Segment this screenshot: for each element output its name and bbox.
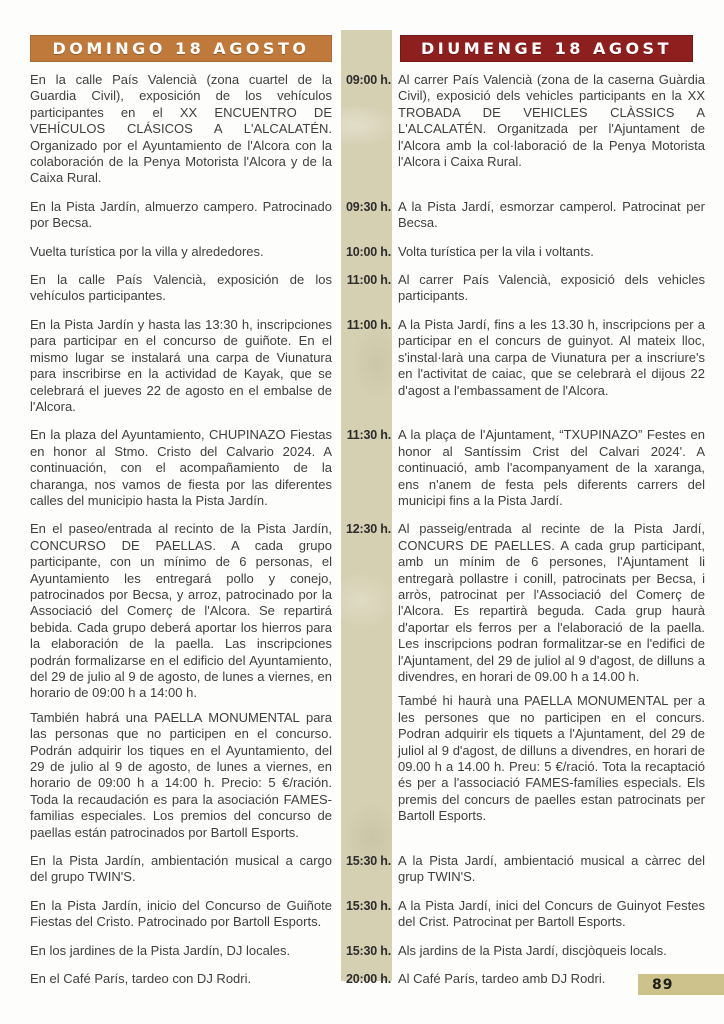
event-text-spanish	[30, 427, 332, 509]
event-paragraph: A la Pista Jardí, fins a les 13.30 h, inscripcions per a participar en el concurs de guinyot. Al mateix lloc, s'instal·larà una carpa de Viunatura per a inscriure's en l'activitat de caiac, que se celebrarà el dijous 22 d'agost a l'embassament de l'Alcora.	[398, 316, 705, 398]
event-text-spanish	[30, 72, 332, 187]
event-paragraph: Al passeig/entrada al recinte de la Pista Jardí, CONCURS DE PAELLES. A cada grup participant, amb un mínim de 6 persones, l'Ajuntament li entregarà pollastre i conill, patrocinats per Becsa, i arròs, patrocinat per l'Associació del Comerç de l'Alcora. Es repartirà beguda. Cada grup haurà d'aportar els ferros per a l'elaboració de la paella. Les inscripcions podran formalitzar-se en l'edifici de l'Ajuntament, del 29 de juliol al 9 d'agost, de dilluns a divendres, en horari de 09.00 h a 14.00 h.	[398, 521, 705, 684]
event-time	[332, 971, 398, 987]
page-number: 89	[652, 977, 674, 993]
event-time	[332, 317, 398, 333]
event-paragraph: A la Pista Jardí, esmorzar camperol. Patrocinat per Becsa.	[398, 198, 705, 231]
event-time-label: 09:30 h.	[346, 199, 391, 214]
event-paragraph: En la calle País Valencià, exposición de los vehículos participantes.	[30, 272, 332, 304]
event-time-label: 11:30 h.	[346, 428, 391, 443]
event-text-catalan	[398, 199, 705, 232]
event-text-spanish	[30, 199, 332, 232]
page-number-tab	[638, 974, 724, 995]
event-text-catalan	[398, 853, 705, 886]
event-paragraph: També hi haurà una PAELLA MONUMENTAL per a les persones que no participen en el concurs. Podran adquirir els tiquets a l'Ajuntament, del 29 de juliol al 9 d'agost, de dilluns a divendres, en horari de 09.00 h a 14.00 h. Preu: 5 €/ració. Tota la recaptació és per a l'associació FAMES-famílies especials. Els premis del concurs de paelles estan patrocinats per Bartoll Esports.	[398, 693, 705, 824]
event-paragraph: En la Pista Jardín y hasta las 13:30 h, inscripciones para participar en el concurso de guiñote. En el mismo lugar se instalará una carpa de Viunatura para inscribirse en la actividad de Kayak, que se celebrará el jueves 22 de agosto en el embalse de l'Alcora.	[30, 316, 332, 414]
banner-spacer	[332, 35, 400, 62]
event-text-catalan	[398, 244, 705, 260]
event-paragraph: Vuelta turística por la villa y alrededores.	[30, 243, 264, 259]
day-banner-spanish: DOMINGO 18 AGOSTO	[30, 35, 332, 62]
event-text-spanish	[30, 971, 332, 987]
event-paragraph: Volta turística per la vila i voltants.	[398, 243, 594, 259]
event-text-catalan	[398, 72, 705, 170]
event-paragraph: Als jardins de la Pista Jardí, discjòqueis locals.	[398, 942, 667, 958]
event-text-spanish	[30, 521, 332, 841]
event-paragraph: En la plaza del Ayuntamiento, CHUPINAZO Fiestas en honor al Stmo. Cristo del Calvario 2024. A continuación, con el acompañamiento de la charanga, nos vamos de fiesta por las diferentes calles del municipio hasta la Pista Jardín.	[30, 427, 332, 508]
event-paragraph: A la Pista Jardí, ambientació musical a càrrec del grup TWIN'S.	[398, 853, 705, 885]
event-text-spanish	[30, 244, 332, 260]
event-text-spanish	[30, 898, 332, 931]
event-time-label: 15:30 h.	[346, 854, 391, 869]
event-text-catalan	[398, 898, 705, 931]
event-paragraph: En la Pista Jardín, inicio del Concurso de Guiñote Fiestas del Cristo. Patrocinado por Bartoll Esports.	[30, 897, 332, 930]
event-text-catalan	[398, 272, 705, 305]
events-grid	[30, 72, 705, 988]
event-paragraph: En el Café París, tardeo con DJ Rodri.	[30, 971, 252, 987]
event-paragraph: Al carrer País Valencià, exposició dels vehicles participants.	[398, 272, 705, 304]
event-time-label: 15:30 h.	[346, 943, 391, 958]
event-time	[332, 521, 398, 537]
event-time	[332, 898, 398, 914]
event-time	[332, 272, 398, 288]
event-time	[332, 943, 398, 959]
event-text-spanish	[30, 943, 332, 959]
event-paragraph: En la Pista Jardín, almuerzo campero. Patrocinado por Becsa.	[30, 198, 332, 231]
event-paragraph: En la calle País Valencià (zona cuartel de la Guardia Civil), exposición de los vehículos participantes en el XX ENCUENTRO DE VEHÍCULOS CLÁSICOS A L'ALCALATÉN. Organizado por el Ayuntamiento de l'Alcora con la colaboración de la Penya Motorista l'Alcora y de la Caixa Rural.	[30, 72, 332, 186]
event-time-label: 10:00 h.	[346, 244, 391, 259]
page-content	[30, 35, 705, 988]
event-time-label: 12:30 h.	[346, 522, 391, 537]
event-time	[332, 244, 398, 260]
day-banners	[30, 35, 705, 62]
day-banner-catalan: DIUMENGE 18 AGOST	[400, 35, 693, 62]
event-paragraph: Al carrer País Valencià (zona de la caserna Guàrdia Civil), exposició dels vehicles participants en la XX TROBADA DE VEHICLES CLÀSSICS A L'ALCALATÉN. Organitzada per l'Ajuntament de l'Alcora amb la col·laboració de la Penya Motorista l'Alcora i Caixa Rural.	[398, 72, 705, 170]
event-text-catalan	[398, 427, 705, 509]
event-time-label: 11:00 h.	[346, 317, 391, 332]
event-paragraph: En los jardines de la Pista Jardín, DJ locales.	[30, 942, 291, 958]
event-paragraph: A la Pista Jardí, inici del Concurs de Guinyot Festes del Crist. Patrocinat per Bartoll Esports.	[398, 897, 705, 930]
event-text-catalan	[398, 943, 705, 959]
event-paragraph: También habrá una PAELLA MONUMENTAL para las personas que no participen en el concurso. Podrán adquirir los tiques en el Ayuntamiento, del 29 de julio al 9 de agosto, de lunes a viernes, en horario de 09:00 h a 14:00 h. Precio: 5 €/ración. Toda la recaudación es para la asociación FAMES-familias especiales. Los premios del concurso de paellas están patrocinados por Bartoll Esports.	[30, 709, 332, 840]
event-text-catalan	[398, 521, 705, 824]
event-time	[332, 199, 398, 215]
event-text-spanish	[30, 272, 332, 305]
event-time	[332, 72, 398, 88]
event-text-spanish	[30, 317, 332, 415]
event-paragraph: En la Pista Jardín, ambientación musical a cargo del grupo TWIN'S.	[30, 853, 332, 885]
event-time-label: 15:30 h.	[346, 898, 391, 913]
event-paragraph: Al Café París, tardeo amb DJ Rodri.	[398, 971, 606, 987]
event-text-spanish	[30, 853, 332, 886]
event-paragraph: A la plaça de l'Ajuntament, “TXUPINAZO” Festes en honor al Santíssim Crist del Calvari 2024'. A continuació, amb l'acompanyament de la xaranga, ens n'anem de festa pels diferents carrers del municipi fins a la Pista Jardí.	[398, 427, 705, 508]
event-time	[332, 853, 398, 869]
event-time	[332, 427, 398, 443]
event-text-catalan	[398, 317, 705, 399]
event-paragraph: En el paseo/entrada al recinto de la Pista Jardín, CONCURSO DE PAELLAS. A cada grupo participante, con un mínimo de 6 personas, el Ayuntamiento les entregará pollo y conejo, patrocinados por Becsa, y arroz, patrocinado por la Associació del Comerç de l'Alcora. Se repartirá bebida. Cada grupo deberá aportar los hierros para la elaboración de la paella. Las inscripciones podrán formalizarse en el edificio del Ayuntamiento, del 29 de julio al 9 de agosto, de lunes a viernes, en horario de 09:00 h a 14:00 h.	[30, 521, 332, 701]
event-time-label: 20:00 h.	[346, 972, 391, 987]
event-time-label: 09:00 h.	[346, 73, 391, 87]
event-time-label: 11:00 h.	[346, 273, 391, 288]
